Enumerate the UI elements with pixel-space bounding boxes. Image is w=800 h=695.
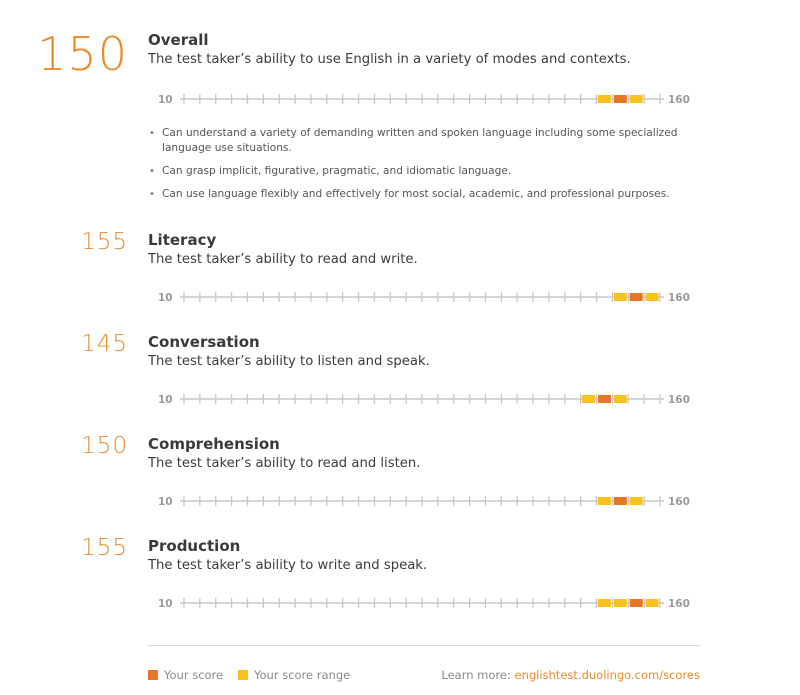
score-range-segment <box>646 599 659 607</box>
scale-max-label: 160 <box>668 292 690 304</box>
overall-score: 150 <box>37 27 128 81</box>
bullet-item: • Can understand a variety of demanding written and spoken language including some specialized language use situations. <box>149 127 678 154</box>
comprehension-score: 150 <box>81 433 128 459</box>
score-scale <box>158 491 698 511</box>
score-range-segment <box>630 95 643 103</box>
score-scale <box>158 287 698 307</box>
scale-max-label: 160 <box>668 94 690 106</box>
bullet-item: • Can grasp implicit, figurative, pragmatic, and idiomatic language. <box>149 165 512 177</box>
scale-min-label: 10 <box>158 292 173 304</box>
score-range-segment <box>630 497 643 505</box>
score-marker <box>614 95 627 103</box>
scale-svg <box>158 593 698 613</box>
score-range-segment <box>614 293 627 301</box>
section-title: Conversation <box>148 333 260 351</box>
bullet-item: • Can use language flexibly and effectively for most social, academic, and professional purposes. <box>149 188 670 200</box>
score-marker <box>630 293 643 301</box>
score-scale <box>158 389 698 409</box>
section-title: Literacy <box>148 231 217 249</box>
score-range-segment <box>582 395 595 403</box>
scale-min-label: 10 <box>158 496 173 508</box>
scale-svg <box>158 389 698 409</box>
scale-max-label: 160 <box>668 598 690 610</box>
score-marker <box>630 599 643 607</box>
scale-min-label: 10 <box>158 394 173 406</box>
scale-min-label: 10 <box>158 598 173 610</box>
section-description: The test taker’s ability to use English in a variety of modes and contexts. <box>148 52 631 67</box>
learn-more-link[interactable]: englishtest.duolingo.com/scores <box>514 668 700 682</box>
section-description: The test taker’s ability to read and listen. <box>148 456 421 471</box>
scale-max-label: 160 <box>668 496 690 508</box>
score-range-segment <box>646 293 659 301</box>
scale-max-label: 160 <box>668 394 690 406</box>
section-conversation <box>0 333 800 413</box>
scale-min-label: 10 <box>158 94 173 106</box>
bullet-dot: • <box>149 128 155 139</box>
section-overall <box>0 27 800 201</box>
section-title: Overall <box>148 31 209 49</box>
section-production <box>0 537 800 617</box>
score-marker <box>614 497 627 505</box>
section-description: The test taker’s ability to read and write. <box>148 252 418 267</box>
section-description: The test taker’s ability to listen and speak. <box>148 354 430 369</box>
score-range-segment <box>598 497 611 505</box>
score-scale <box>158 89 698 109</box>
literacy-score: 155 <box>81 229 128 255</box>
learn-more: Learn more: englishtest.duolingo.com/scores <box>441 668 700 682</box>
scale-svg <box>158 287 698 307</box>
section-literacy <box>0 231 800 311</box>
bullet-dot: • <box>149 166 155 177</box>
range-swatch <box>238 670 248 680</box>
section-title: Production <box>148 537 241 555</box>
legend-range: Your score range <box>238 667 350 683</box>
bullet-dot: • <box>149 189 155 200</box>
score-range-segment <box>598 599 611 607</box>
section-description: The test taker’s ability to write and speak. <box>148 558 428 573</box>
scale-svg <box>158 491 698 511</box>
scale-svg <box>158 89 698 109</box>
score-swatch <box>148 670 158 680</box>
section-title: Comprehension <box>148 435 280 453</box>
section-comprehension <box>0 435 800 515</box>
legend-score: Your score <box>148 667 223 683</box>
footer-divider <box>148 645 700 646</box>
production-score: 155 <box>81 535 128 561</box>
score-marker <box>598 395 611 403</box>
footer <box>148 667 700 683</box>
score-range-segment <box>598 95 611 103</box>
score-scale <box>158 593 698 613</box>
score-range-segment <box>614 599 627 607</box>
conversation-score: 145 <box>81 331 128 357</box>
overall-bullet-list <box>148 126 708 210</box>
score-range-segment <box>614 395 627 403</box>
